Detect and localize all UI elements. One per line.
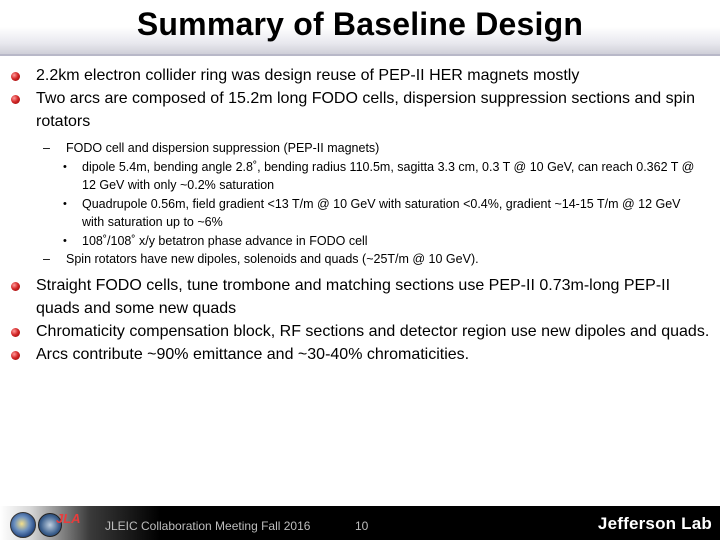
sub-sub-item bbox=[0, 232, 720, 250]
sub-sub-item bbox=[0, 158, 720, 194]
bullet-icon bbox=[11, 95, 20, 104]
slide-title: Summary of Baseline Design bbox=[136, 6, 584, 42]
dash-icon: – bbox=[43, 141, 50, 155]
bullet-text: 2.2km electron collider ring was design reuse of PEP-II HER magnets mostly bbox=[36, 67, 580, 84]
bullet-icon bbox=[11, 282, 20, 291]
bullet-text: Arcs contribute ~90% emittance and ~30-40% chromaticities. bbox=[36, 346, 470, 363]
dot-icon: • bbox=[63, 161, 67, 173]
jla-logo: JLA bbox=[56, 511, 81, 526]
sub-item bbox=[0, 139, 720, 157]
bullet-text: Chromaticity compensation block, RF sections and detector region use new dipoles and quads. bbox=[36, 323, 710, 340]
bullet-item bbox=[0, 320, 720, 343]
title-divider bbox=[0, 54, 720, 56]
slide-content bbox=[0, 64, 720, 366]
bullet-item bbox=[0, 64, 720, 87]
page-number: 10 bbox=[355, 519, 369, 533]
jefferson-lab-logo: Jefferson Lab bbox=[597, 514, 712, 533]
sub-sub-item-text: Quadrupole 0.56m, field gradient <13 T/m @ 10 GeV with saturation <0.4%, gradient ~14-15 T/m @ 12 GeV with saturation up to ~6% bbox=[82, 197, 681, 229]
bullet-text: Straight FODO cells, tune trombone and matching sections use PEP-II 0.73m-long PEP-II quads and some new quads bbox=[36, 277, 671, 317]
bullet-icon bbox=[11, 328, 20, 337]
bullet-icon bbox=[11, 72, 20, 81]
sub-list bbox=[0, 139, 720, 268]
dot-icon: • bbox=[63, 198, 67, 210]
sub-sub-item-text: 108˚/108˚ x/y betatron phase advance in FODO cell bbox=[82, 234, 368, 248]
bullet-item bbox=[0, 87, 720, 133]
dot-icon: • bbox=[63, 235, 67, 247]
meeting-name: JLEIC Collaboration Meeting Fall 2016 bbox=[105, 519, 311, 533]
bullet-item bbox=[0, 274, 720, 320]
sub-item-text: Spin rotators have new dipoles, solenoids and quads (~25T/m @ 10 GeV). bbox=[66, 252, 479, 266]
sub-sub-item bbox=[0, 195, 720, 231]
bullet-text: Two arcs are composed of 15.2m long FODO cells, dispersion suppression sections and spin rotators bbox=[36, 90, 695, 130]
sub-item-text: FODO cell and dispersion suppression (PEP-II magnets) bbox=[66, 141, 380, 155]
bullet-item bbox=[0, 343, 720, 366]
footer-bar bbox=[0, 506, 720, 540]
jlab-seal-logo bbox=[10, 512, 36, 538]
sub-sub-item-text: dipole 5.4m, bending angle 2.8˚, bending radius 110.5m, sagitta 3.3 cm, 0.3 T @ 10 GeV, can reach 0.362 T @ 12 GeV with only ~0.2% saturation bbox=[82, 160, 695, 192]
sub-item bbox=[0, 250, 720, 268]
dash-icon: – bbox=[43, 252, 50, 266]
bullet-icon bbox=[11, 351, 20, 360]
